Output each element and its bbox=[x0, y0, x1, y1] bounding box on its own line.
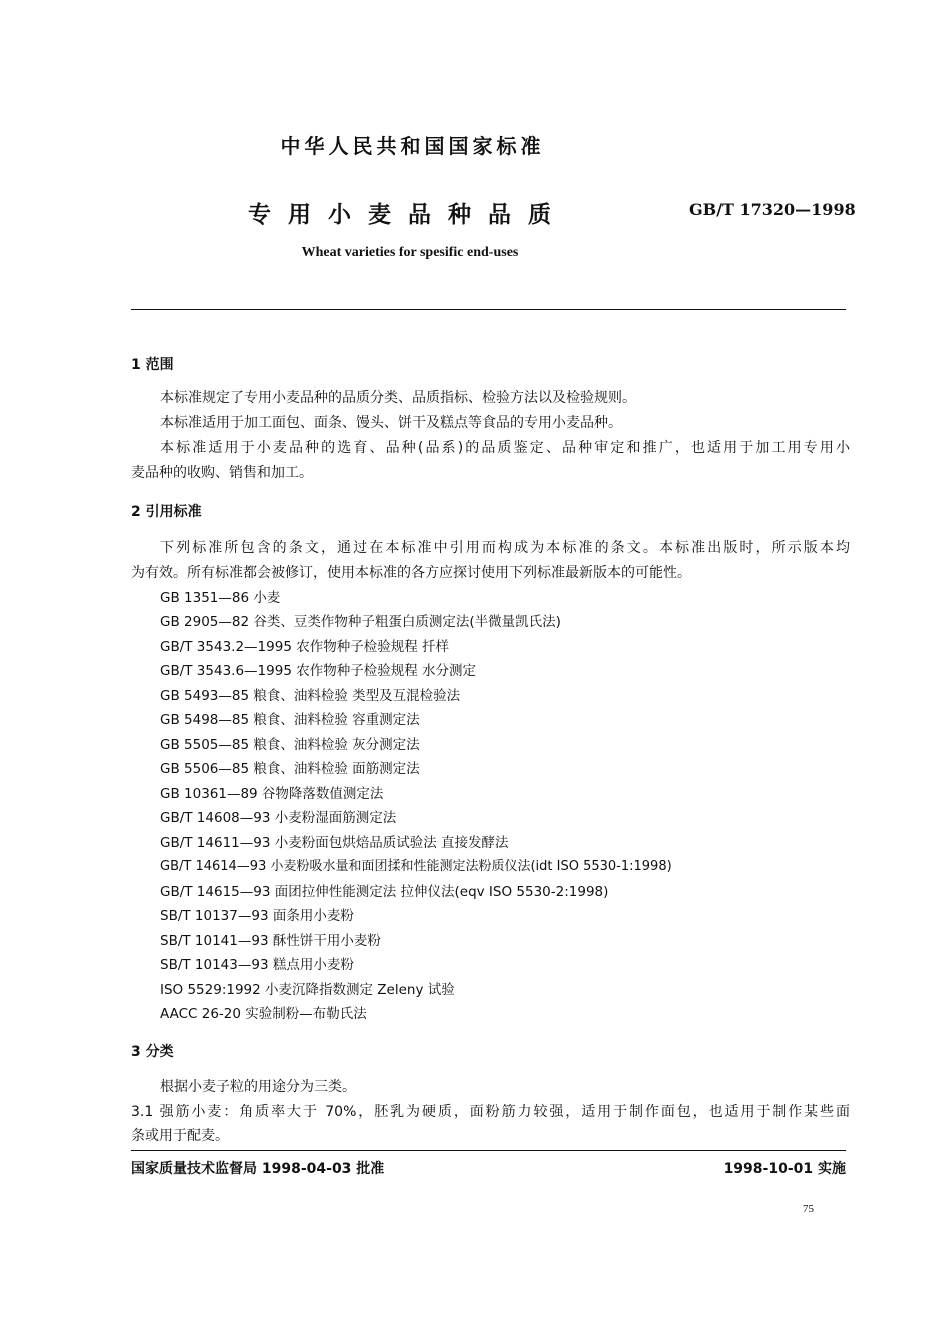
reference-item: GB 1351—86 小麦 bbox=[160, 590, 281, 606]
footer-divider bbox=[131, 1150, 846, 1151]
reference-item: ISO 5529:1992 小麦沉降指数测定 Zeleny 试验 bbox=[160, 982, 455, 998]
english-title: Wheat varieties for spesific end-uses bbox=[301, 245, 519, 260]
reference-item: SB/T 10143—93 糕点用小麦粉 bbox=[160, 957, 354, 973]
reference-item: GB 5493—85 粮食、油料检验 类型及互混检验法 bbox=[160, 688, 461, 704]
reference-item: SB/T 10141—93 酥性饼干用小麦粉 bbox=[160, 933, 381, 949]
page-number: 75 bbox=[803, 1203, 814, 1215]
reference-item: AACC 26-20 实验制粉—布勒氏法 bbox=[160, 1006, 367, 1022]
section-2-intro-line-2: 为有效。所有标准都会被修订，使用本标准的各方应探讨使用下列标准最新版本的可能性。 bbox=[131, 565, 691, 581]
reference-item: GB/T 14608—93 小麦粉湿面筋测定法 bbox=[160, 810, 397, 826]
reference-item: GB 5505—85 粮食、油料检验 灰分测定法 bbox=[160, 737, 420, 753]
section-1-heading: 1 范围 bbox=[131, 357, 174, 373]
section-1-paragraph-1: 本标准规定了专用小麦品种的品质分类、品质指标、检验方法以及检验规则。 bbox=[160, 390, 636, 406]
reference-item: GB/T 3543.6—1995 农作物种子检验规程 水分测定 bbox=[160, 663, 476, 679]
document-title: 专用小麦品种品质 bbox=[248, 202, 568, 228]
reference-item: GB/T 14611—93 小麦粉面包烘焙品质试验法 直接发酵法 bbox=[160, 835, 509, 851]
reference-item: GB 10361—89 谷物降落数值测定法 bbox=[160, 786, 384, 802]
reference-item: GB 2905—82 谷类、豆类作物种子粗蛋白质测定法(半微量凯氏法) bbox=[160, 614, 561, 630]
reference-item: GB/T 14614—93 小麦粉吸水量和面团揉和性能测定法粉质仪法(idt ISO 5530-1:1998) bbox=[160, 859, 672, 874]
reference-item: GB 5498—85 粮食、油料检验 容重测定法 bbox=[160, 712, 420, 728]
section-3-paragraph-1: 根据小麦子粒的用途分为三类。 bbox=[160, 1079, 356, 1095]
reference-item: GB/T 3543.2—1995 农作物种子检验规程 扦样 bbox=[160, 639, 449, 655]
implementation-date: 1998-10-01 实施 bbox=[723, 1161, 846, 1177]
reference-item: GB 5506—85 粮食、油料检验 面筋测定法 bbox=[160, 761, 420, 777]
header-divider bbox=[131, 309, 846, 310]
section-1-paragraph-3-line-1: 本标准适用于小麦品种的选育、品种(品系)的品质鉴定、品种审定和推广，也适用于加工用专用小 bbox=[160, 440, 850, 456]
clause-3-1-line-1: 3.1 强筋小麦：角质率大于 70%，胚乳为硬质，面粉筋力较强，适用于制作面包，也适用于制作某些面 bbox=[131, 1104, 850, 1120]
section-2-intro-line-1: 下列标准所包含的条文，通过在本标准中引用而构成为本标准的条文。本标准出版时，所示版本均 bbox=[160, 540, 850, 556]
issuing-authority: 中华人民共和国国家标准 bbox=[280, 134, 545, 158]
section-1-paragraph-3-line-2: 麦品种的收购、销售和加工。 bbox=[131, 465, 313, 481]
section-1-paragraph-2: 本标准适用于加工面包、面条、馒头、饼干及糕点等食品的专用小麦品种。 bbox=[160, 415, 622, 431]
standard-code: GB/T 17320—1998 bbox=[689, 200, 856, 219]
reference-item: GB/T 14615—93 面团拉伸性能测定法 拉伸仪法(eqv ISO 5530-2:1998) bbox=[160, 884, 609, 900]
reference-item: SB/T 10137—93 面条用小麦粉 bbox=[160, 908, 354, 924]
section-3-heading: 3 分类 bbox=[131, 1044, 174, 1060]
approval-date: 国家质量技术监督局 1998-04-03 批准 bbox=[131, 1161, 385, 1177]
section-2-heading: 2 引用标准 bbox=[131, 504, 202, 520]
clause-3-1-line-2: 条或用于配麦。 bbox=[131, 1128, 229, 1144]
